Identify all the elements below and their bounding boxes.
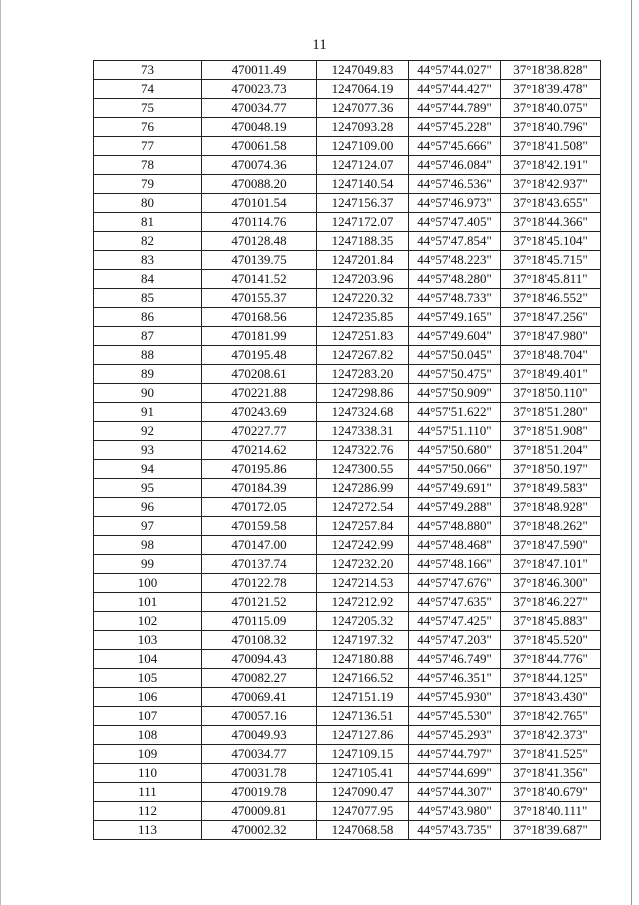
longitude-cell: 37°18'46.552" bbox=[501, 289, 601, 308]
table-row bbox=[94, 232, 601, 251]
latitude-cell: 44°57'48.280" bbox=[409, 270, 501, 289]
point-number-cell: 102 bbox=[94, 612, 202, 631]
x-coordinate-cell: 470011.49 bbox=[202, 61, 317, 80]
point-number-cell: 111 bbox=[94, 783, 202, 802]
x-coordinate-cell: 470128.48 bbox=[202, 232, 317, 251]
y-coordinate-cell: 1247232.20 bbox=[317, 555, 409, 574]
x-coordinate-cell: 470057.16 bbox=[202, 707, 317, 726]
latitude-cell: 44°57'47.635" bbox=[409, 593, 501, 612]
point-number-cell: 97 bbox=[94, 517, 202, 536]
table-row bbox=[94, 384, 601, 403]
table-row bbox=[94, 821, 601, 840]
latitude-cell: 44°57'46.536" bbox=[409, 175, 501, 194]
page-number: 11 bbox=[312, 37, 327, 53]
y-coordinate-cell: 1247322.76 bbox=[317, 441, 409, 460]
y-coordinate-cell: 1247093.28 bbox=[317, 118, 409, 137]
longitude-cell: 37°18'41.508" bbox=[501, 137, 601, 156]
x-coordinate-cell: 470049.93 bbox=[202, 726, 317, 745]
longitude-cell: 37°18'40.796" bbox=[501, 118, 601, 137]
table-row bbox=[94, 745, 601, 764]
y-coordinate-cell: 1247197.32 bbox=[317, 631, 409, 650]
y-coordinate-cell: 1247324.68 bbox=[317, 403, 409, 422]
longitude-cell: 37°18'41.525" bbox=[501, 745, 601, 764]
table-row bbox=[94, 270, 601, 289]
table-row bbox=[94, 479, 601, 498]
table-row bbox=[94, 764, 601, 783]
y-coordinate-cell: 1247283.20 bbox=[317, 365, 409, 384]
point-number-cell: 103 bbox=[94, 631, 202, 650]
x-coordinate-cell: 470023.73 bbox=[202, 80, 317, 99]
point-number-cell: 80 bbox=[94, 194, 202, 213]
y-coordinate-cell: 1247180.88 bbox=[317, 650, 409, 669]
x-coordinate-cell: 470221.88 bbox=[202, 384, 317, 403]
y-coordinate-cell: 1247298.86 bbox=[317, 384, 409, 403]
latitude-cell: 44°57'44.789" bbox=[409, 99, 501, 118]
x-coordinate-cell: 470155.37 bbox=[202, 289, 317, 308]
table-row bbox=[94, 118, 601, 137]
table-row bbox=[94, 536, 601, 555]
latitude-cell: 44°57'47.405" bbox=[409, 213, 501, 232]
point-number-cell: 85 bbox=[94, 289, 202, 308]
table-row bbox=[94, 612, 601, 631]
point-number-cell: 89 bbox=[94, 365, 202, 384]
y-coordinate-cell: 1247127.86 bbox=[317, 726, 409, 745]
point-number-cell: 90 bbox=[94, 384, 202, 403]
longitude-cell: 37°18'44.125" bbox=[501, 669, 601, 688]
latitude-cell: 44°57'46.973" bbox=[409, 194, 501, 213]
latitude-cell: 44°57'47.203" bbox=[409, 631, 501, 650]
x-coordinate-cell: 470121.52 bbox=[202, 593, 317, 612]
x-coordinate-cell: 470243.69 bbox=[202, 403, 317, 422]
x-coordinate-cell: 470147.00 bbox=[202, 536, 317, 555]
y-coordinate-cell: 1247286.99 bbox=[317, 479, 409, 498]
longitude-cell: 37°18'40.111" bbox=[501, 802, 601, 821]
y-coordinate-cell: 1247201.84 bbox=[317, 251, 409, 270]
x-coordinate-cell: 470139.75 bbox=[202, 251, 317, 270]
y-coordinate-cell: 1247077.95 bbox=[317, 802, 409, 821]
longitude-cell: 37°18'49.401" bbox=[501, 365, 601, 384]
coordinates-table-body bbox=[94, 61, 601, 840]
y-coordinate-cell: 1247172.07 bbox=[317, 213, 409, 232]
table-row bbox=[94, 631, 601, 650]
y-coordinate-cell: 1247235.85 bbox=[317, 308, 409, 327]
latitude-cell: 44°57'45.666" bbox=[409, 137, 501, 156]
longitude-cell: 37°18'50.110" bbox=[501, 384, 601, 403]
page-left-edge bbox=[0, 0, 1, 905]
longitude-cell: 37°18'45.715" bbox=[501, 251, 601, 270]
point-number-cell: 104 bbox=[94, 650, 202, 669]
longitude-cell: 37°18'45.520" bbox=[501, 631, 601, 650]
table-row bbox=[94, 213, 601, 232]
table-row bbox=[94, 289, 601, 308]
x-coordinate-cell: 470088.20 bbox=[202, 175, 317, 194]
table-row bbox=[94, 650, 601, 669]
point-number-cell: 100 bbox=[94, 574, 202, 593]
longitude-cell: 37°18'48.928" bbox=[501, 498, 601, 517]
x-coordinate-cell: 470184.39 bbox=[202, 479, 317, 498]
point-number-cell: 87 bbox=[94, 327, 202, 346]
point-number-cell: 94 bbox=[94, 460, 202, 479]
latitude-cell: 44°57'43.980" bbox=[409, 802, 501, 821]
table-row bbox=[94, 498, 601, 517]
longitude-cell: 37°18'42.937" bbox=[501, 175, 601, 194]
latitude-cell: 44°57'50.680" bbox=[409, 441, 501, 460]
latitude-cell: 44°57'46.351" bbox=[409, 669, 501, 688]
point-number-cell: 86 bbox=[94, 308, 202, 327]
point-number-cell: 82 bbox=[94, 232, 202, 251]
y-coordinate-cell: 1247338.31 bbox=[317, 422, 409, 441]
longitude-cell: 37°18'46.300" bbox=[501, 574, 601, 593]
latitude-cell: 44°57'48.166" bbox=[409, 555, 501, 574]
y-coordinate-cell: 1247136.51 bbox=[317, 707, 409, 726]
latitude-cell: 44°57'49.165" bbox=[409, 308, 501, 327]
y-coordinate-cell: 1247109.15 bbox=[317, 745, 409, 764]
latitude-cell: 44°57'44.307" bbox=[409, 783, 501, 802]
y-coordinate-cell: 1247214.53 bbox=[317, 574, 409, 593]
latitude-cell: 44°57'47.676" bbox=[409, 574, 501, 593]
latitude-cell: 44°57'50.475" bbox=[409, 365, 501, 384]
latitude-cell: 44°57'49.691" bbox=[409, 479, 501, 498]
y-coordinate-cell: 1247220.32 bbox=[317, 289, 409, 308]
point-number-cell: 108 bbox=[94, 726, 202, 745]
table-row bbox=[94, 517, 601, 536]
coordinates-table bbox=[93, 60, 601, 840]
latitude-cell: 44°57'45.293" bbox=[409, 726, 501, 745]
y-coordinate-cell: 1247267.82 bbox=[317, 346, 409, 365]
longitude-cell: 37°18'50.197" bbox=[501, 460, 601, 479]
y-coordinate-cell: 1247212.92 bbox=[317, 593, 409, 612]
x-coordinate-cell: 470074.36 bbox=[202, 156, 317, 175]
table-row bbox=[94, 574, 601, 593]
table-row bbox=[94, 726, 601, 745]
y-coordinate-cell: 1247166.52 bbox=[317, 669, 409, 688]
latitude-cell: 44°57'48.468" bbox=[409, 536, 501, 555]
point-number-cell: 99 bbox=[94, 555, 202, 574]
latitude-cell: 44°57'50.066" bbox=[409, 460, 501, 479]
latitude-cell: 44°57'50.045" bbox=[409, 346, 501, 365]
y-coordinate-cell: 1247300.55 bbox=[317, 460, 409, 479]
x-coordinate-cell: 470141.52 bbox=[202, 270, 317, 289]
longitude-cell: 37°18'45.883" bbox=[501, 612, 601, 631]
longitude-cell: 37°18'48.262" bbox=[501, 517, 601, 536]
page-right-edge bbox=[631, 0, 632, 905]
point-number-cell: 106 bbox=[94, 688, 202, 707]
longitude-cell: 37°18'48.704" bbox=[501, 346, 601, 365]
latitude-cell: 44°57'43.735" bbox=[409, 821, 501, 840]
point-number-cell: 95 bbox=[94, 479, 202, 498]
x-coordinate-cell: 470019.78 bbox=[202, 783, 317, 802]
longitude-cell: 37°18'47.101" bbox=[501, 555, 601, 574]
point-number-cell: 109 bbox=[94, 745, 202, 764]
point-number-cell: 77 bbox=[94, 137, 202, 156]
latitude-cell: 44°57'51.622" bbox=[409, 403, 501, 422]
point-number-cell: 96 bbox=[94, 498, 202, 517]
table-row bbox=[94, 441, 601, 460]
table-row bbox=[94, 61, 601, 80]
x-coordinate-cell: 470069.41 bbox=[202, 688, 317, 707]
table-row bbox=[94, 308, 601, 327]
longitude-cell: 37°18'42.765" bbox=[501, 707, 601, 726]
y-coordinate-cell: 1247140.54 bbox=[317, 175, 409, 194]
latitude-cell: 44°57'51.110" bbox=[409, 422, 501, 441]
y-coordinate-cell: 1247242.99 bbox=[317, 536, 409, 555]
point-number-cell: 92 bbox=[94, 422, 202, 441]
x-coordinate-cell: 470195.48 bbox=[202, 346, 317, 365]
table-row bbox=[94, 251, 601, 270]
x-coordinate-cell: 470094.43 bbox=[202, 650, 317, 669]
table-row bbox=[94, 175, 601, 194]
x-coordinate-cell: 470172.05 bbox=[202, 498, 317, 517]
y-coordinate-cell: 1247257.84 bbox=[317, 517, 409, 536]
table-row bbox=[94, 802, 601, 821]
longitude-cell: 37°18'46.227" bbox=[501, 593, 601, 612]
table-row bbox=[94, 99, 601, 118]
y-coordinate-cell: 1247105.41 bbox=[317, 764, 409, 783]
y-coordinate-cell: 1247205.32 bbox=[317, 612, 409, 631]
x-coordinate-cell: 470031.78 bbox=[202, 764, 317, 783]
x-coordinate-cell: 470122.78 bbox=[202, 574, 317, 593]
latitude-cell: 44°57'47.854" bbox=[409, 232, 501, 251]
latitude-cell: 44°57'50.909" bbox=[409, 384, 501, 403]
y-coordinate-cell: 1247109.00 bbox=[317, 137, 409, 156]
longitude-cell: 37°18'45.811" bbox=[501, 270, 601, 289]
x-coordinate-cell: 470101.54 bbox=[202, 194, 317, 213]
x-coordinate-cell: 470137.74 bbox=[202, 555, 317, 574]
y-coordinate-cell: 1247049.83 bbox=[317, 61, 409, 80]
table-row bbox=[94, 460, 601, 479]
latitude-cell: 44°57'49.288" bbox=[409, 498, 501, 517]
x-coordinate-cell: 470061.58 bbox=[202, 137, 317, 156]
point-number-cell: 78 bbox=[94, 156, 202, 175]
point-number-cell: 93 bbox=[94, 441, 202, 460]
x-coordinate-cell: 470048.19 bbox=[202, 118, 317, 137]
y-coordinate-cell: 1247064.19 bbox=[317, 80, 409, 99]
point-number-cell: 91 bbox=[94, 403, 202, 422]
longitude-cell: 37°18'51.908" bbox=[501, 422, 601, 441]
point-number-cell: 81 bbox=[94, 213, 202, 232]
x-coordinate-cell: 470168.56 bbox=[202, 308, 317, 327]
latitude-cell: 44°57'47.425" bbox=[409, 612, 501, 631]
table-row bbox=[94, 346, 601, 365]
longitude-cell: 37°18'49.583" bbox=[501, 479, 601, 498]
latitude-cell: 44°57'48.223" bbox=[409, 251, 501, 270]
x-coordinate-cell: 470114.76 bbox=[202, 213, 317, 232]
x-coordinate-cell: 470002.32 bbox=[202, 821, 317, 840]
x-coordinate-cell: 470082.27 bbox=[202, 669, 317, 688]
y-coordinate-cell: 1247151.19 bbox=[317, 688, 409, 707]
y-coordinate-cell: 1247090.47 bbox=[317, 783, 409, 802]
table-row bbox=[94, 783, 601, 802]
x-coordinate-cell: 470159.58 bbox=[202, 517, 317, 536]
latitude-cell: 44°57'44.027" bbox=[409, 61, 501, 80]
y-coordinate-cell: 1247077.36 bbox=[317, 99, 409, 118]
longitude-cell: 37°18'47.256" bbox=[501, 308, 601, 327]
latitude-cell: 44°57'45.228" bbox=[409, 118, 501, 137]
y-coordinate-cell: 1247068.58 bbox=[317, 821, 409, 840]
point-number-cell: 112 bbox=[94, 802, 202, 821]
latitude-cell: 44°57'46.084" bbox=[409, 156, 501, 175]
table-row bbox=[94, 194, 601, 213]
x-coordinate-cell: 470115.09 bbox=[202, 612, 317, 631]
point-number-cell: 73 bbox=[94, 61, 202, 80]
longitude-cell: 37°18'44.366" bbox=[501, 213, 601, 232]
latitude-cell: 44°57'48.733" bbox=[409, 289, 501, 308]
table-row bbox=[94, 403, 601, 422]
point-number-cell: 101 bbox=[94, 593, 202, 612]
latitude-cell: 44°57'44.699" bbox=[409, 764, 501, 783]
point-number-cell: 74 bbox=[94, 80, 202, 99]
y-coordinate-cell: 1247251.83 bbox=[317, 327, 409, 346]
longitude-cell: 37°18'44.776" bbox=[501, 650, 601, 669]
latitude-cell: 44°57'46.749" bbox=[409, 650, 501, 669]
longitude-cell: 37°18'51.204" bbox=[501, 441, 601, 460]
latitude-cell: 44°57'49.604" bbox=[409, 327, 501, 346]
latitude-cell: 44°57'44.797" bbox=[409, 745, 501, 764]
longitude-cell: 37°18'47.980" bbox=[501, 327, 601, 346]
latitude-cell: 44°57'45.930" bbox=[409, 688, 501, 707]
point-number-cell: 76 bbox=[94, 118, 202, 137]
table-row bbox=[94, 555, 601, 574]
point-number-cell: 83 bbox=[94, 251, 202, 270]
point-number-cell: 107 bbox=[94, 707, 202, 726]
table-row bbox=[94, 593, 601, 612]
longitude-cell: 37°18'43.655" bbox=[501, 194, 601, 213]
y-coordinate-cell: 1247188.35 bbox=[317, 232, 409, 251]
point-number-cell: 105 bbox=[94, 669, 202, 688]
longitude-cell: 37°18'40.679" bbox=[501, 783, 601, 802]
point-number-cell: 98 bbox=[94, 536, 202, 555]
x-coordinate-cell: 470034.77 bbox=[202, 745, 317, 764]
x-coordinate-cell: 470214.62 bbox=[202, 441, 317, 460]
longitude-cell: 37°18'47.590" bbox=[501, 536, 601, 555]
point-number-cell: 75 bbox=[94, 99, 202, 118]
x-coordinate-cell: 470108.32 bbox=[202, 631, 317, 650]
longitude-cell: 37°18'41.356" bbox=[501, 764, 601, 783]
latitude-cell: 44°57'44.427" bbox=[409, 80, 501, 99]
x-coordinate-cell: 470208.61 bbox=[202, 365, 317, 384]
x-coordinate-cell: 470195.86 bbox=[202, 460, 317, 479]
x-coordinate-cell: 470227.77 bbox=[202, 422, 317, 441]
longitude-cell: 37°18'39.687" bbox=[501, 821, 601, 840]
table-row bbox=[94, 422, 601, 441]
y-coordinate-cell: 1247203.96 bbox=[317, 270, 409, 289]
x-coordinate-cell: 470181.99 bbox=[202, 327, 317, 346]
y-coordinate-cell: 1247272.54 bbox=[317, 498, 409, 517]
longitude-cell: 37°18'40.075" bbox=[501, 99, 601, 118]
table-row bbox=[94, 688, 601, 707]
longitude-cell: 37°18'43.430" bbox=[501, 688, 601, 707]
longitude-cell: 37°18'51.280" bbox=[501, 403, 601, 422]
table-row bbox=[94, 669, 601, 688]
x-coordinate-cell: 470009.81 bbox=[202, 802, 317, 821]
y-coordinate-cell: 1247156.37 bbox=[317, 194, 409, 213]
table-row bbox=[94, 327, 601, 346]
table-row bbox=[94, 80, 601, 99]
latitude-cell: 44°57'48.880" bbox=[409, 517, 501, 536]
table-row bbox=[94, 156, 601, 175]
point-number-cell: 88 bbox=[94, 346, 202, 365]
longitude-cell: 37°18'39.478" bbox=[501, 80, 601, 99]
table-row bbox=[94, 137, 601, 156]
latitude-cell: 44°57'45.530" bbox=[409, 707, 501, 726]
longitude-cell: 37°18'45.104" bbox=[501, 232, 601, 251]
table-row bbox=[94, 365, 601, 384]
point-number-cell: 79 bbox=[94, 175, 202, 194]
point-number-cell: 110 bbox=[94, 764, 202, 783]
longitude-cell: 37°18'42.373" bbox=[501, 726, 601, 745]
longitude-cell: 37°18'42.191" bbox=[501, 156, 601, 175]
y-coordinate-cell: 1247124.07 bbox=[317, 156, 409, 175]
table-row bbox=[94, 707, 601, 726]
x-coordinate-cell: 470034.77 bbox=[202, 99, 317, 118]
point-number-cell: 84 bbox=[94, 270, 202, 289]
point-number-cell: 113 bbox=[94, 821, 202, 840]
longitude-cell: 37°18'38.828" bbox=[501, 61, 601, 80]
